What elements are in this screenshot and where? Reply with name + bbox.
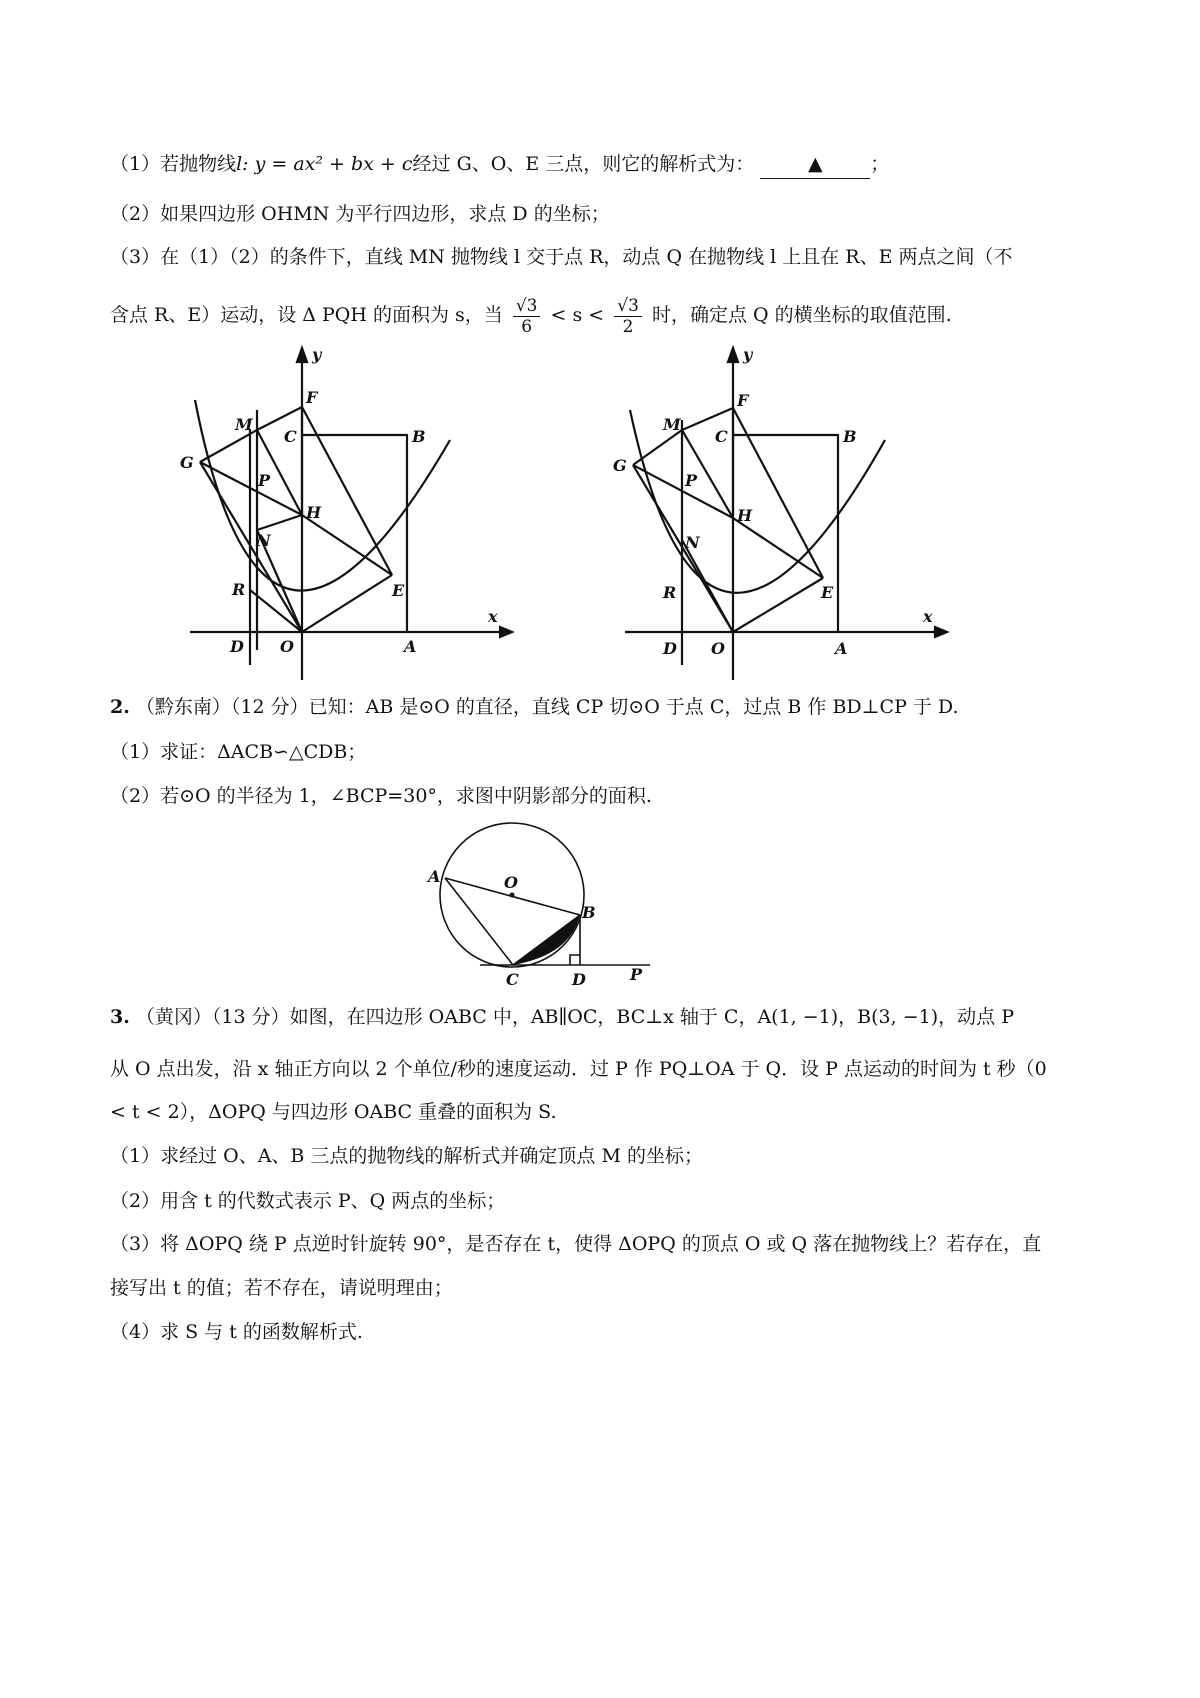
label-M: M — [235, 415, 253, 434]
q2-part2: （2）若⊙O 的半径为 1，∠BCP=30°，求图中阴影部分的面积. — [110, 785, 652, 807]
label-D: D — [230, 637, 244, 656]
q1-part1-pre: （1）若抛物线 — [110, 153, 237, 175]
label-H: H — [306, 503, 322, 522]
q2-figure — [420, 820, 660, 990]
q1-figure-right — [605, 340, 965, 685]
label-H-2: H — [737, 506, 753, 525]
frac2-numerator: √3 — [614, 296, 642, 317]
label-R: R — [232, 580, 246, 599]
q3-line1 — [110, 1003, 1014, 1031]
triangle-mark-icon: ▲ — [807, 153, 823, 175]
frac1-numerator: √3 — [513, 296, 541, 317]
label-A-2: A — [835, 639, 848, 658]
frac2-denominator: 2 — [622, 316, 634, 337]
q3-part1: （1）求经过 O、A、B 三点的抛物线的解析式并确定顶点 M 的坐标； — [110, 1145, 703, 1167]
q3-part2: （2）用含 t 的代数式表示 P、Q 两点的坐标； — [110, 1190, 506, 1212]
label-O-q2: O — [504, 873, 518, 892]
fraction-sqrt3-over-6 — [513, 296, 541, 337]
label-P-q2: P — [630, 965, 643, 984]
q1-part1-end: ； — [870, 153, 890, 175]
label-D-2: D — [663, 639, 677, 658]
q3-part3-line1: （3）将 ΔOPQ 绕 P 点逆时针旋转 90°，是否存在 t，使得 ΔOPQ 的顶点 O 或 Q 落在抛物线上？若存在，直 — [110, 1233, 1042, 1255]
label-B-2: B — [843, 427, 857, 446]
label-A: A — [404, 637, 417, 656]
q1-part3-post: 时，确定点 Q 的横坐标的取值范围. — [651, 304, 952, 326]
label-C: C — [284, 427, 297, 446]
label-F: F — [306, 388, 318, 407]
q2-stem: （黔东南）（12 分）已知：AB 是⊙O 的直径，直线 CP 切⊙O 于点 C，过点 B 作 BD⊥CP 于 D. — [135, 696, 959, 718]
q3-part3-line2: 接写出 t 的值；若不存在，请说明理由； — [110, 1277, 453, 1299]
q2-part1: （1）求证：ΔACB∽△CDB； — [110, 741, 367, 763]
label-P: P — [258, 471, 271, 490]
label-y: y — [312, 345, 322, 364]
label-A-q2: A — [428, 867, 441, 886]
label-N: N — [256, 531, 271, 550]
label-G-2: G — [613, 456, 627, 475]
q3-line2: 从 O 点出发，沿 x 轴正方向以 2 个单位/秒的速度运动．过 P 作 PQ⊥OA 于 Q．设 P 点运动的时间为 t 秒（0 — [110, 1058, 1047, 1080]
answer-blank — [760, 150, 870, 179]
q1-formula: l: y = ax² + bx + c — [236, 153, 413, 175]
frac1-denominator: 6 — [521, 316, 533, 337]
label-C-2: C — [715, 427, 728, 446]
label-M-2: M — [663, 415, 681, 434]
label-B-q2: B — [582, 903, 596, 922]
label-G: G — [180, 453, 194, 472]
q1-part3-line1: （3）在（1）（2）的条件下，直线 MN 抛物线 l 交于点 R，动点 Q 在抛物线 l 上且在 R、E 两点之间（不 — [110, 246, 1013, 268]
label-F-2: F — [737, 391, 749, 410]
inequality: < s < — [550, 304, 605, 326]
label-x-2: x — [923, 607, 933, 626]
label-P-2: P — [685, 471, 698, 490]
label-B: B — [412, 427, 426, 446]
q1-part1-mid: 经过 G、O、E 三点，则它的解析式为： — [412, 153, 755, 175]
label-E-2: E — [821, 583, 834, 602]
q3-part4: （4）求 S 与 t 的函数解析式. — [110, 1321, 363, 1343]
q2-number: 2. — [110, 696, 130, 718]
label-x: x — [488, 607, 498, 626]
q3-line3: < t < 2），ΔOPQ 与四边形 OABC 重叠的面积为 S. — [110, 1101, 557, 1123]
label-E: E — [392, 581, 405, 600]
q3-number: 3. — [110, 1006, 130, 1028]
q1-figure-left — [170, 340, 530, 685]
label-O-2: O — [711, 639, 725, 658]
label-y-2: y — [743, 345, 753, 364]
q1-part2: （2）如果四边形 OHMN 为平行四边形，求点 D 的坐标； — [110, 203, 610, 225]
label-D-q2: D — [572, 970, 586, 989]
q1-part1 — [110, 150, 889, 179]
label-N-2: N — [685, 533, 700, 552]
label-O: O — [280, 637, 294, 656]
q2-line1 — [110, 693, 959, 721]
label-R-2: R — [663, 583, 677, 602]
label-C-q2: C — [506, 970, 519, 989]
q1-part3-pre: 含点 R、E）运动，设 Δ PQH 的面积为 s，当 — [110, 304, 503, 326]
fraction-sqrt3-over-2 — [614, 296, 642, 337]
q1-part3-line2 — [110, 290, 952, 340]
q3-stem1: （黄冈）（13 分）如图，在四边形 OABC 中，AB∥OC，BC⊥x 轴于 C，A(1, −1)，B(3, −1)，动点 P — [135, 1006, 1014, 1028]
